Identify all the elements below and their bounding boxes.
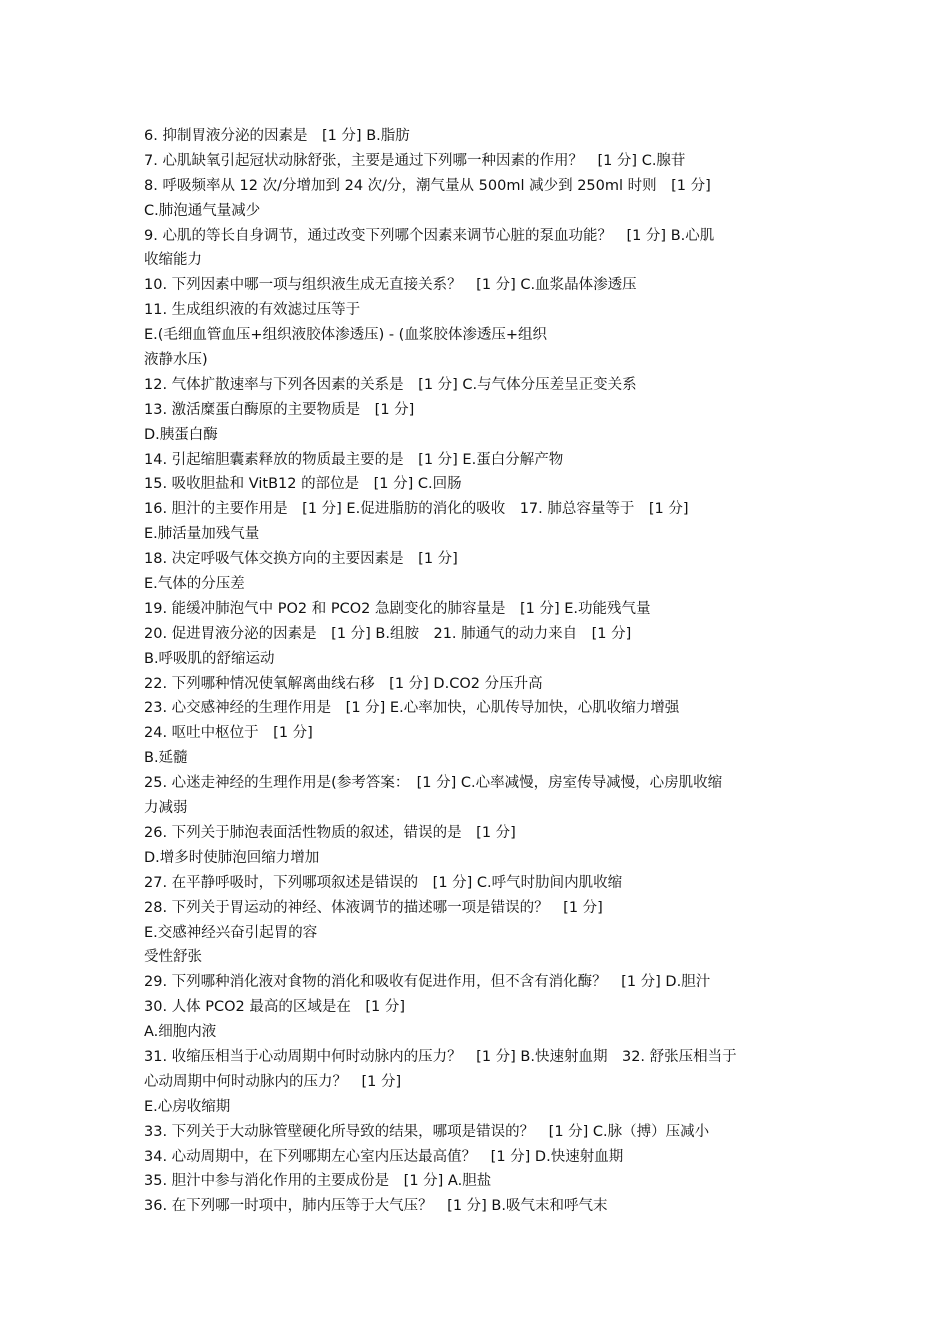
text-line: 22. 下列哪种情况使氧解离曲线右移 [1 分] D.CO2 分压升高 [144, 675, 543, 692]
text-line: 28. 下列关于胃运动的神经、体液调节的描述哪一项是错误的？ [1 分] [144, 899, 603, 916]
text-line: B.延髓 [144, 750, 188, 767]
text-line: 27. 在平静呼吸时，下列哪项叙述是错误的 [1 分] C.呼气时肋间内肌收缩 [144, 874, 623, 891]
text-line: 23. 心交感神经的生理作用是 [1 分] E.心率加快，心肌传导加快，心肌收缩力增强 [144, 700, 680, 717]
text-line: E.肺活量加残气量 [144, 526, 260, 543]
text-line: 6. 抑制胃液分泌的因素是 [1 分] B.脂肪 [144, 128, 410, 144]
text-line: 36. 在下列哪一时项中，肺内压等于大气压？ [1 分] B.吸气末和呼气末 [144, 1198, 608, 1215]
text-line: 15. 吸收胆盐和 VitB12 的部位是 [1 分] C.回肠 [144, 476, 462, 493]
text-line: 16. 胆汁的主要作用是 [1 分] E.促进脂肪的消化的吸收 17. 肺总容量等于 [1 分] [144, 501, 689, 518]
text-line: E.气体的分压差 [144, 576, 245, 593]
text-line: 25. 心迷走神经的生理作用是(参考答案： [1 分] C.心率减慢，房室传导减慢，心房肌收缩 [144, 775, 723, 792]
text-line: 34. 心动周期中，在下列哪期左心室内压达最高值？ [1 分] D.快速射血期 [144, 1148, 624, 1165]
text-line: 18. 决定呼吸气体交换方向的主要因素是 [1 分] [144, 551, 458, 568]
question-list [144, 124, 814, 1219]
text-line: 受性舒张 [144, 949, 202, 966]
text-line: D.增多时使肺泡回缩力增加 [144, 849, 320, 866]
text-line: 26. 下列关于肺泡表面活性物质的叙述，错误的是 [1 分] [144, 824, 516, 841]
text-line: E.心房收缩期 [144, 1098, 231, 1115]
text-line: 29. 下列哪种消化液对食物的消化和吸收有促进作用，但不含有消化酶？ [1 分] D.胆汁 [144, 974, 711, 991]
text-line: 20. 促进胃液分泌的因素是 [1 分] B.组胺 21. 肺通气的动力来自 [1 分] [144, 625, 632, 642]
text-line: 33. 下列关于大动脉管壁硬化所导致的结果，哪项是错误的？ [1 分] C.脉（搏）压减小 [144, 1123, 710, 1140]
text-line: 30. 人体 PCO2 最高的区域是在 [1 分] [144, 999, 406, 1016]
text-line: 19. 能缓冲肺泡气中 PO2 和 PCO2 急剧变化的肺容量是 [1 分] E.功能残气量 [144, 600, 651, 617]
text-line: 液静水压) [144, 352, 208, 369]
text-line: 31. 收缩压相当于心动周期中何时动脉内的压力？ [1 分] B.快速射血期 32. 舒张压相当于 [144, 1048, 737, 1065]
text-line: 12. 气体扩散速率与下列各因素的关系是 [1 分] C.与气体分压差呈正变关系 [144, 376, 637, 393]
text-line: 14. 引起缩胆囊素释放的物质最主要的是 [1 分] E.蛋白分解产物 [144, 451, 564, 468]
text-line: D.胰蛋白酶 [144, 426, 218, 443]
text-line: 13. 激活糜蛋白酶原的主要物质是 [1 分] [144, 401, 415, 418]
text-line: 9. 心肌的等长自身调节，通过改变下列哪个因素来调节心脏的泵血功能？ [1 分] B.心肌 [144, 227, 715, 244]
text-line: E.交感神经兴奋引起胃的容 [144, 924, 318, 941]
text-line: 7. 心肌缺氧引起冠状动脉舒张，主要是通过下列哪一种因素的作用？ [1 分] C.腺苷 [144, 152, 686, 169]
text-line: 力减弱 [144, 800, 188, 817]
text-line: A.细胞内液 [144, 1024, 217, 1041]
text-line: 35. 胆汁中参与消化作用的主要成份是 [1 分] A.胆盐 [144, 1173, 492, 1190]
text-line: 10. 下列因素中哪一项与组织液生成无直接关系？ [1 分] C.血浆晶体渗透压 [144, 277, 637, 294]
text-line: 24. 呕吐中枢位于 [1 分] [144, 725, 313, 742]
text-line: B.呼吸肌的舒缩运动 [144, 650, 275, 667]
text-line: C.肺泡通气量减少 [144, 202, 261, 219]
text-line: 11. 生成组织液的有效滤过压等于 [144, 302, 361, 319]
text-line: 收缩能力 [144, 252, 202, 269]
text-line: E.(毛细血管血压+组织液胶体渗透压) - (血浆胶体渗透压+组织 [144, 327, 547, 344]
text-line: 心动周期中何时动脉内的压力？ [1 分] [144, 1073, 402, 1090]
text-line: 8. 呼吸频率从 12 次/分增加到 24 次/分，潮气量从 500ml 减少到 250ml 时则 [1 分] [144, 177, 711, 194]
